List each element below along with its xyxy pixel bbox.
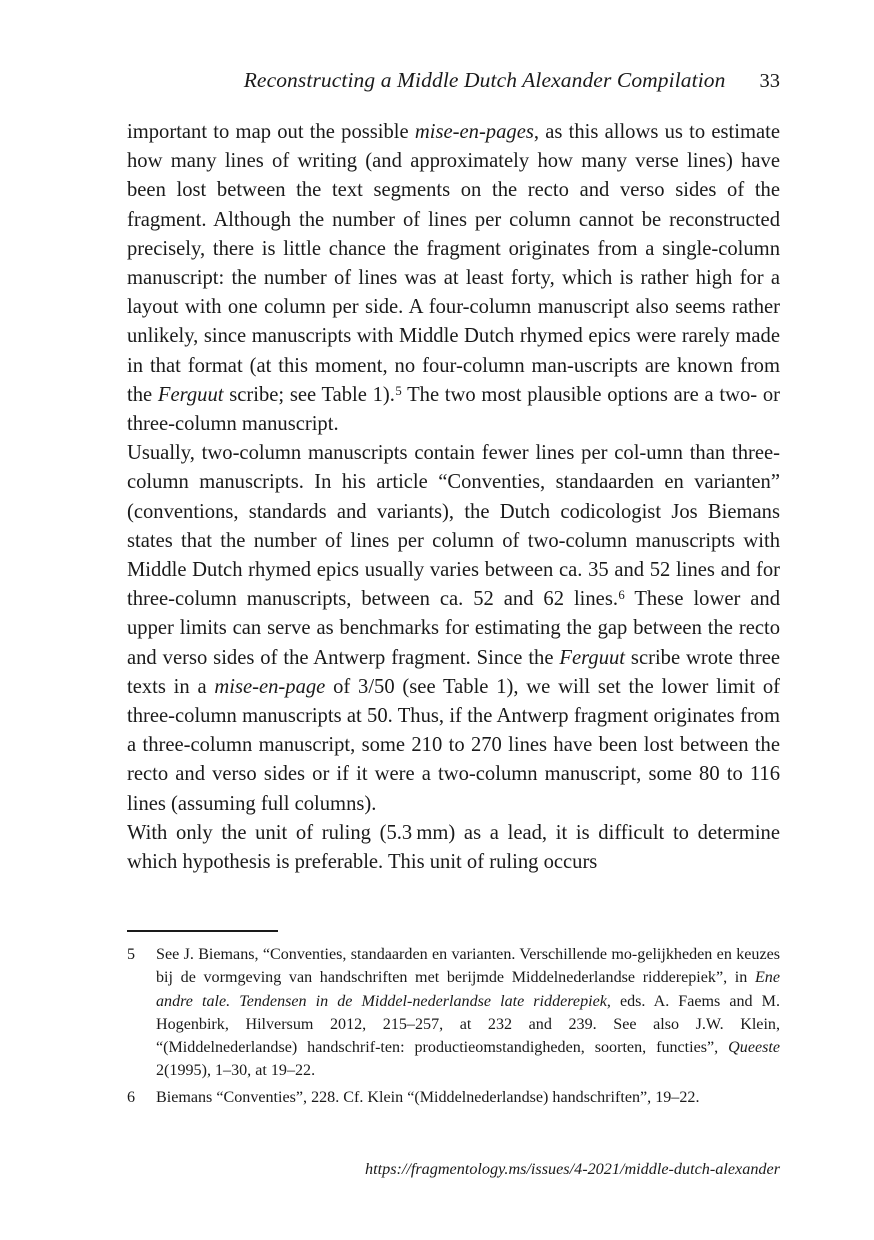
- footnote-number: 6: [127, 1088, 136, 1106]
- running-head-title: Reconstructing a Middle Dutch Alexander Compilation: [243, 68, 726, 92]
- body-paragraph: important to map out the possible mise-en-pages, as this allows us to estimate how many lines of writing (and approximately how many verse lines) have been lost between the text segments on the recto and verso sides of the fragment. Although the number of lines per column cannot be reconstructed precisely, there is little chance the fragment originates from a single-column manuscript: the number of lines was at least forty, which is rather high for a layout with one column per side. A four-column manuscript also seems rather unlikely, since manuscripts with Middle Dutch rhymed epics were rarely made in that format (at this moment, no four-column man-uscripts are known from the Ferguut scribe; see Table 1).$^5$ The two most plausible options are a two- or three-column manuscript.: [127, 121, 780, 436]
- running-head: [127, 68, 780, 93]
- footnote-text: Biemans “Conventies”, 228. Cf. Klein “(Middelnederlandse) handschriften”, 19–22.: [156, 1088, 700, 1106]
- body-paragraph: With only the unit of ruling (5.3 mm) as a lead, it is difficult to determine which hypothesis is preferable. This unit of ruling occurs: [127, 821, 780, 874]
- footer-url[interactable]: https://fragmentology.ms/issues/4-2021/middle-dutch-alexander: [365, 1160, 780, 1178]
- body-text: [127, 118, 780, 877]
- footnote-number: 5: [127, 946, 136, 963]
- body-paragraph: Usually, two-column manuscripts contain fewer lines per col-umn than three-column manuscripts. In his article “Conventies, standaarden en varianten” (conventions, standards and variants), the Dutch codicologist Jos Biemans states that the number of lines per column of two-column manuscripts with Middle Dutch rhymed epics usually varies between ca. 35 and 52 lines and for three-column manuscripts, between ca. 52 and 62 lines.$^6$ These lower and upper limits can serve as benchmarks for estimating the gap between the recto and verso sides of the Antwerp fragment. Since the Ferguut scribe wrote three texts in a mise-en-page of 3/50 (see Table 1), we will set the lower limit of three-column manuscripts at 50. Thus, if the Antwerp fragment originates from a three-column manuscript, some 210 to 270 lines have been lost between the recto and verso sides or if it were a two-column manuscript, some 80 to 116 lines (assuming full columns).: [127, 442, 781, 815]
- footnote-separator-rule: [127, 930, 278, 932]
- page-number: 33: [759, 70, 780, 92]
- footnote-section: [127, 930, 780, 1112]
- footnote-item: [127, 943, 780, 1083]
- footnote-text: See J. Biemans, “Conventies, standaarden en varianten. Verschillende mo-gelijkheden en keuzes bij de vormgeving van handschriften met berijmde Middelnederlandse ridderepiek”, in Ene andre tale. Tendensen in de Middel-nederlandse late ridderepiek, eds. A. Faems and M. Hogenbirk, Hilversum 2012, 215–257, at 232 and 239. See also J.W. Klein, “(Middelnederlandse) handschrif-ten: productieomstandigheden, soorten, functies”, Queeste 2(1995), 1–30, at 19–22.: [156, 946, 780, 1080]
- footnote-item: [127, 1086, 780, 1109]
- page-content-column: [127, 0, 780, 1240]
